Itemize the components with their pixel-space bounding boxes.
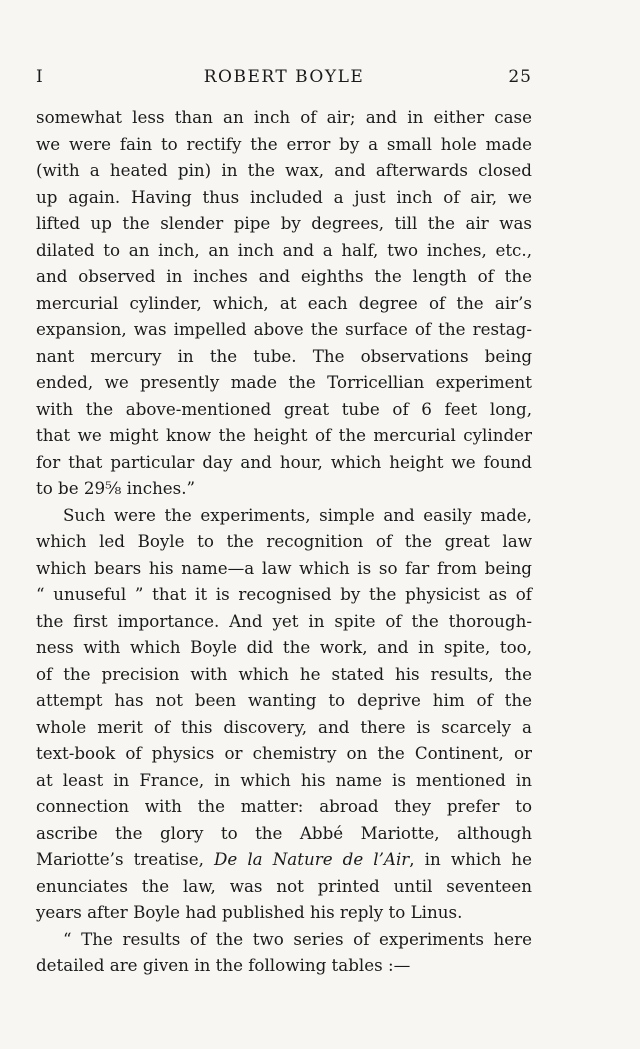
text-line: “ unuseful ” that it is recognised by the physicist as of [36, 584, 532, 604]
text-line: enunciates the law, was not printed until seventeen [36, 875, 532, 896]
text-segment: Mariotte’s treatise, [36, 849, 204, 869]
text-line: and observed in inches and eighths the length of the [36, 266, 532, 286]
text-line: ness with which Boyle did the work, and in spite, too, [36, 637, 532, 657]
body-text [36, 104, 532, 979]
text-line: of the precision with which he stated his results, the [36, 663, 532, 684]
text-line: detailed are given in the following tables :— [36, 955, 411, 975]
text-line: whole merit of this discovery, and there is scarcely a [36, 716, 532, 737]
text-line: mercurial cylinder, which, at each degree of the air’s [36, 292, 532, 313]
text-line: that we might know the height of the mercurial cylinder [36, 425, 532, 445]
text-line: attempt has not been wanting to deprive him of the [36, 690, 532, 710]
text-line: lifted up the slender pipe by degrees, till the air was [36, 213, 532, 233]
paragraph-start-line: Such were the experiments, simple and easily made, [63, 504, 532, 525]
book-page [36, 64, 532, 979]
paragraph-start-line: “ The results of the two series of experiments here [63, 928, 532, 949]
text-line: at least in France, in which his name is mentioned in [36, 769, 532, 790]
text-line: dilated to an inch, an inch and a half, two inches, etc., [36, 239, 532, 260]
chapter-number: I [36, 67, 44, 87]
text-line: expansion, was impelled above the surface of the restag- [36, 319, 532, 339]
text-line: to be 29⅝ inches.” [36, 478, 196, 498]
text-line: up again. Having thus included a just inch of air, we [36, 186, 532, 207]
text-line: (with a heated pin) in the wax, and afterwards closed [36, 160, 532, 180]
text-line: with the above-mentioned great tube of 6 feet long, [36, 398, 532, 419]
text-line: we were fain to rectify the error by a small hole made [36, 133, 532, 154]
text-line: text-book of physics or chemistry on the Continent, or [36, 743, 532, 763]
text-line: which led Boyle to the recognition of the great law [36, 531, 532, 551]
text-line: for that particular day and hour, which height we found [36, 451, 532, 472]
running-title: ROBERT BOYLE [203, 67, 365, 87]
text-line: somewhat less than an inch of air; and in either case [36, 107, 532, 127]
text-line [36, 846, 532, 873]
text-line: years after Boyle had published his reply to Linus. [36, 902, 463, 922]
text-line: the first importance. And yet in spite of the thorough- [36, 610, 532, 631]
text-line: connection with the matter: abroad they prefer to [36, 796, 532, 816]
text-line: ended, we presently made the Torricellian experiment [36, 372, 532, 392]
text-line: which bears his name—a law which is so far from being [36, 557, 532, 578]
text-line: ascribe the glory to the Abbé Mariotte, although [36, 822, 532, 843]
text-line: nant mercury in the tube. The observations being [36, 345, 532, 366]
text-segment: , in which he [409, 849, 533, 869]
running-head [36, 64, 532, 90]
book-title-italic: De la Nature de l’Air [214, 849, 410, 869]
page-number: 25 [508, 67, 532, 87]
